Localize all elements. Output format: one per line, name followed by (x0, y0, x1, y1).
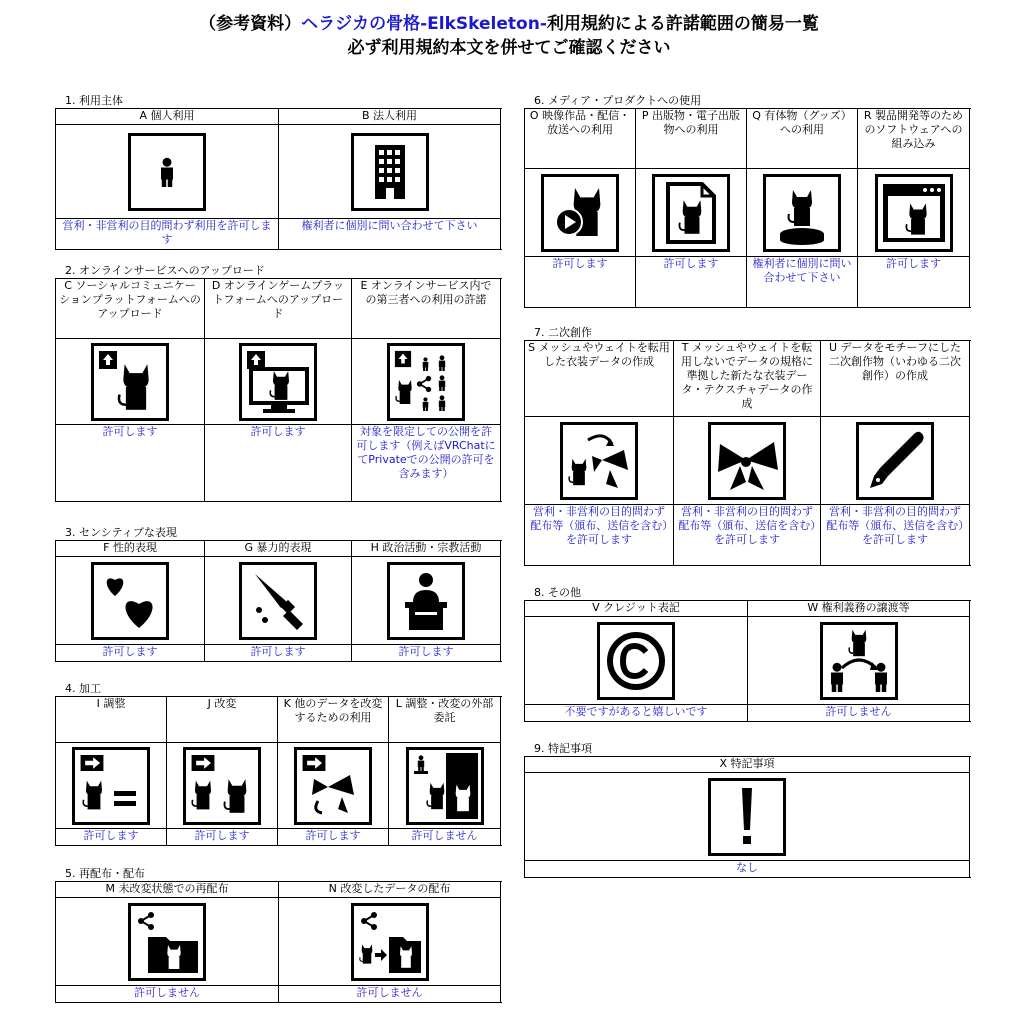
share-modified-icon (351, 903, 429, 981)
title-product-name: ヘラジカの骨格-ElkSkeleton- (301, 14, 547, 34)
item-header: F 性的表現 (56, 541, 204, 557)
title-line-1 (0, 12, 1018, 36)
video-icon (541, 174, 619, 252)
item-description: 許可します (102, 425, 158, 438)
item-icon-row (858, 169, 969, 257)
section-grid (55, 696, 502, 846)
section-grid (55, 881, 502, 1003)
item-icon-row (525, 773, 969, 861)
section-special-notes (524, 742, 971, 878)
section-grid (524, 756, 971, 878)
item-header: C ソーシャルコミュニケーションプラットフォームへのアップロード (56, 279, 204, 339)
section-online-upload (55, 264, 502, 502)
section-grid (524, 108, 971, 308)
item-icon-row (279, 125, 500, 219)
item-m (56, 882, 279, 1002)
item-description: 許可します (250, 645, 306, 658)
software-window-icon (875, 174, 953, 252)
item-description: 許可します (83, 829, 139, 842)
item-j (167, 697, 278, 845)
item-o (525, 109, 636, 307)
section-label: 2. オンラインサービスへのアップロード (65, 264, 265, 277)
item-header: S メッシュやウェイトを転用した衣装データの作成 (525, 341, 673, 417)
title-line-2: 必ず利用規約本文を併せてご確認ください (347, 38, 671, 58)
section-redistribution (55, 867, 502, 1003)
item-g (205, 541, 352, 661)
person-icon (128, 133, 206, 211)
item-icon-row (167, 743, 277, 829)
section-label: 6. メディア・プロダクトへの使用 (534, 94, 702, 107)
section-sensitive (55, 526, 502, 662)
item-t (674, 341, 821, 565)
modify-icon (183, 747, 261, 825)
item-description: 許可します (250, 425, 306, 438)
section-grid (55, 108, 502, 250)
item-description: 営利・非営利の目的問わず配布等（頒布、送信を含む）を許可します (530, 505, 668, 546)
item-description: 営利・非営利の目的問わず配布等（頒布、送信を含む）を許可します (826, 505, 964, 546)
item-icon-row (205, 557, 351, 645)
figure-icon (763, 174, 841, 252)
item-header: E オンラインサービス内での第三者への利用の許諾 (352, 279, 500, 339)
item-icon-row (636, 169, 746, 257)
item-header: A 個人利用 (56, 109, 278, 125)
adjust-equals-icon (72, 747, 150, 825)
building-icon (351, 133, 429, 211)
transfer-rights-icon (820, 622, 898, 700)
item-description: 権利者に個別に問い合わせて下さい (301, 219, 478, 232)
item-l (389, 697, 501, 845)
upload-share-icon (387, 343, 465, 421)
section-usage-subject (55, 94, 502, 250)
item-header: M 未改変状態での再配布 (56, 882, 278, 898)
document-icon (652, 174, 730, 252)
knife-icon (239, 562, 317, 640)
hearts-icon (91, 562, 169, 640)
item-description: 権利者に個別に問い合わせて下さい (752, 257, 852, 284)
section-media (524, 94, 971, 308)
section-grid (55, 278, 502, 502)
item-w (748, 601, 970, 721)
item-header: P 出版物・電子出版物への利用 (636, 109, 746, 169)
section-processing (55, 682, 502, 846)
share-folder-icon (128, 903, 206, 981)
item-header: R 製品開発等のためのソフトウェアへの組み込み (858, 109, 969, 169)
item-description: 許可しません (411, 829, 478, 842)
item-q (747, 109, 858, 307)
item-description: 営利・非営利の目的問わず配布等（頒布、送信を含む）を許可します (678, 505, 816, 546)
item-header: N 改変したデータの配布 (279, 882, 500, 898)
item-icon-row (674, 417, 820, 505)
item-header: H 政治活動・宗教活動 (352, 541, 500, 557)
item-u (821, 341, 970, 565)
item-description: 許可します (398, 645, 454, 658)
item-header: X 特記事項 (525, 757, 969, 773)
item-icon-row (389, 743, 500, 829)
copyright-icon (597, 622, 675, 700)
item-description: 許可します (663, 257, 719, 270)
item-icon-row (56, 557, 204, 645)
section-label: 3. センシティブな表現 (65, 526, 177, 539)
title-prefix: （参考資料） (199, 14, 302, 34)
item-header: K 他のデータを改変するための利用 (278, 697, 388, 743)
item-header: I 調整 (56, 697, 166, 743)
outsource-icon (406, 747, 484, 825)
item-d (205, 279, 352, 501)
title-suffix: 利用規約による許諾範囲の簡易一覧 (546, 14, 819, 34)
podium-icon (387, 562, 465, 640)
section-grid (524, 600, 971, 722)
item-description: 許可します (194, 829, 250, 842)
item-description: 許可します (102, 645, 158, 658)
item-b (279, 109, 501, 249)
item-f (56, 541, 205, 661)
item-icon-row (525, 617, 747, 705)
item-header: J 改変 (167, 697, 277, 743)
item-header: O 映像作品・配信・放送への利用 (525, 109, 635, 169)
item-header: U データをモチーフにした二次創作物（いわゆる二次創作）の作成 (821, 341, 969, 417)
item-h (352, 541, 501, 661)
item-header: B 法人利用 (279, 109, 500, 125)
upload-avatar-icon (91, 343, 169, 421)
item-icon-row (279, 898, 500, 986)
cloth-icon (708, 422, 786, 500)
item-description: 対象を限定しての公開を許可します（例えばVRChatにてPrivateでの公開の許可を含みます） (356, 425, 496, 480)
item-header: Q 有体物（グッズ）への利用 (747, 109, 857, 169)
item-header: V クレジット表記 (525, 601, 747, 617)
item-icon-row (205, 339, 351, 425)
section-grid (55, 540, 502, 662)
item-description: 許可します (305, 829, 361, 842)
item-description: 営利・非営利の目的問わず利用を許可します (62, 219, 272, 246)
item-r (858, 109, 970, 307)
item-icon-row (748, 617, 969, 705)
item-icon-row (56, 125, 278, 219)
exclamation-icon (708, 778, 786, 856)
item-description: 許可します (552, 257, 608, 270)
item-c (56, 279, 205, 501)
item-icon-row (352, 557, 500, 645)
item-icon-row (56, 898, 278, 986)
item-v (525, 601, 748, 721)
item-header: G 暴力的表現 (205, 541, 351, 557)
item-icon-row (352, 339, 500, 425)
item-header: T メッシュやウェイトを転用しないでデータの規格に準拠した新たな衣装データ・テクスチャデータの作成 (674, 341, 820, 417)
section-label: 4. 加工 (65, 682, 101, 695)
section-other (524, 586, 971, 722)
item-n (279, 882, 501, 1002)
item-s (525, 341, 674, 565)
item-description: 不要ですがあると嬉しいです (564, 705, 708, 718)
item-header: W 権利義務の譲渡等 (748, 601, 969, 617)
mesh-transfer-icon (560, 422, 638, 500)
pen-icon (856, 422, 934, 500)
item-icon-row (821, 417, 969, 505)
item-a (56, 109, 279, 249)
section-label: 1. 利用主体 (65, 94, 123, 107)
item-description: 許可しません (825, 705, 892, 718)
item-icon-row (56, 743, 166, 829)
page-title (0, 12, 1018, 60)
item-icon-row (525, 169, 635, 257)
item-description: 許可しません (356, 986, 423, 999)
section-label: 5. 再配布・配布 (65, 867, 145, 880)
item-icon-row (56, 339, 204, 425)
item-x (525, 757, 970, 877)
item-p (636, 109, 747, 307)
item-icon-row (747, 169, 857, 257)
section-derivative (524, 326, 971, 566)
section-grid (524, 340, 971, 566)
upload-monitor-icon (239, 343, 317, 421)
item-e (352, 279, 501, 501)
item-header: L 調整・改変の外部委託 (389, 697, 500, 743)
item-description: 許可しません (134, 986, 200, 999)
item-description: 許可します (886, 257, 941, 270)
section-label: 9. 特記事項 (534, 742, 592, 755)
item-i (56, 697, 167, 845)
item-icon-row (525, 417, 673, 505)
item-header: D オンラインゲームプラットフォームへのアップロード (205, 279, 351, 339)
section-label: 7. 二次創作 (534, 326, 592, 339)
item-icon-row (278, 743, 388, 829)
section-label: 8. その他 (534, 586, 581, 599)
item-k (278, 697, 389, 845)
item-description: なし (736, 861, 758, 874)
ribbon-icon (294, 747, 372, 825)
